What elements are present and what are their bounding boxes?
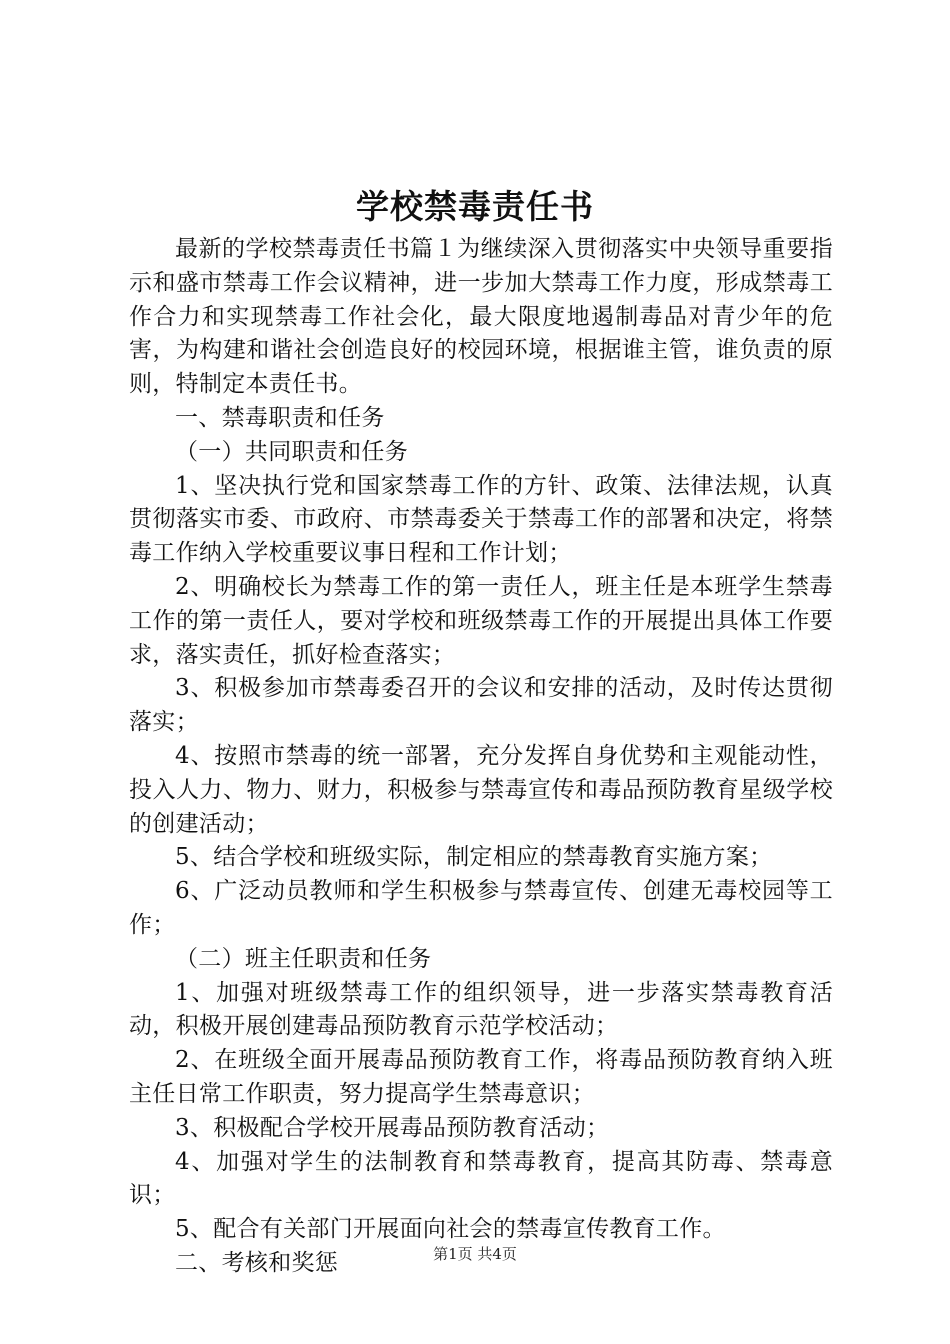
section-heading: 二、考核和奖惩 xyxy=(175,1249,339,1276)
list-item: 5、配合有关部门开展面向社会的禁毒宣传教育工作。 xyxy=(175,1216,726,1243)
document-body xyxy=(129,233,833,1281)
list-item: 6、广泛动员教师和学生积极参与禁毒宣传、创建无毒校园等工作； xyxy=(129,878,833,938)
list-item: 2、明确校长为禁毒工作的第一责任人，班主任是本班学生禁毒工作的第一责任人，要对学校和班级禁毒工作的开展提出具体工作要求，落实责任，抓好检查落实； xyxy=(129,573,833,668)
list-item: 1、加强对班级禁毒工作的组织领导，进一步落实禁毒教育活动，积极开展创建毒品预防教育示范学校活动； xyxy=(129,979,833,1040)
subsection-heading: （一）共同职责和任务 xyxy=(175,438,408,465)
document-title: 学校禁毒责任书 xyxy=(356,187,594,226)
list-item: 2、在班级全面开展毒品预防教育工作，将毒品预防教育纳入班主任日常工作职责，努力提高学生禁毒意识； xyxy=(129,1047,833,1107)
list-item: 4、加强对学生的法制教育和禁毒教育，提高其防毒、禁毒意识； xyxy=(129,1148,833,1209)
list-item: 3、积极配合学校开展毒品预防教育活动； xyxy=(175,1114,610,1141)
intro-paragraph: 最新的学校禁毒责任书篇１为继续深入贯彻落实中央领导重要指示和盛市禁毒工作会议精神，进一步加大禁毒工作力度，形成禁毒工作合力和实现禁毒工作社会化，最大限度地遏制毒品对青少年的危害，为构建和谐社会创造良好的校园环境，根据谁主管，谁负责的原则，特制定本责任书。 xyxy=(129,236,833,398)
section-heading: 一、禁毒职责和任务 xyxy=(175,404,385,431)
subsection-heading: （二）班主任职责和任务 xyxy=(175,945,432,972)
list-item: 4、按照市禁毒的统一部署，充分发挥自身优势和主观能动性，投入人力、物力、财力，积极参与禁毒宣传和毒品预防教育星级学校的创建活动； xyxy=(129,742,833,837)
list-item: 3、积极参加市禁毒委召开的会议和安排的活动，及时传达贯彻落实； xyxy=(129,675,833,736)
page-number-footer: 第1页 共4页 xyxy=(433,1245,517,1263)
list-item: 5、结合学校和班级实际，制定相应的禁毒教育实施方案； xyxy=(175,844,773,871)
list-item: 1、坚决执行党和国家禁毒工作的方针、政策、法律法规，认真贯彻落实市委、市政府、市禁毒委关于禁毒工作的部署和决定，将禁毒工作纳入学校重要议事日程和工作计划； xyxy=(129,472,833,567)
